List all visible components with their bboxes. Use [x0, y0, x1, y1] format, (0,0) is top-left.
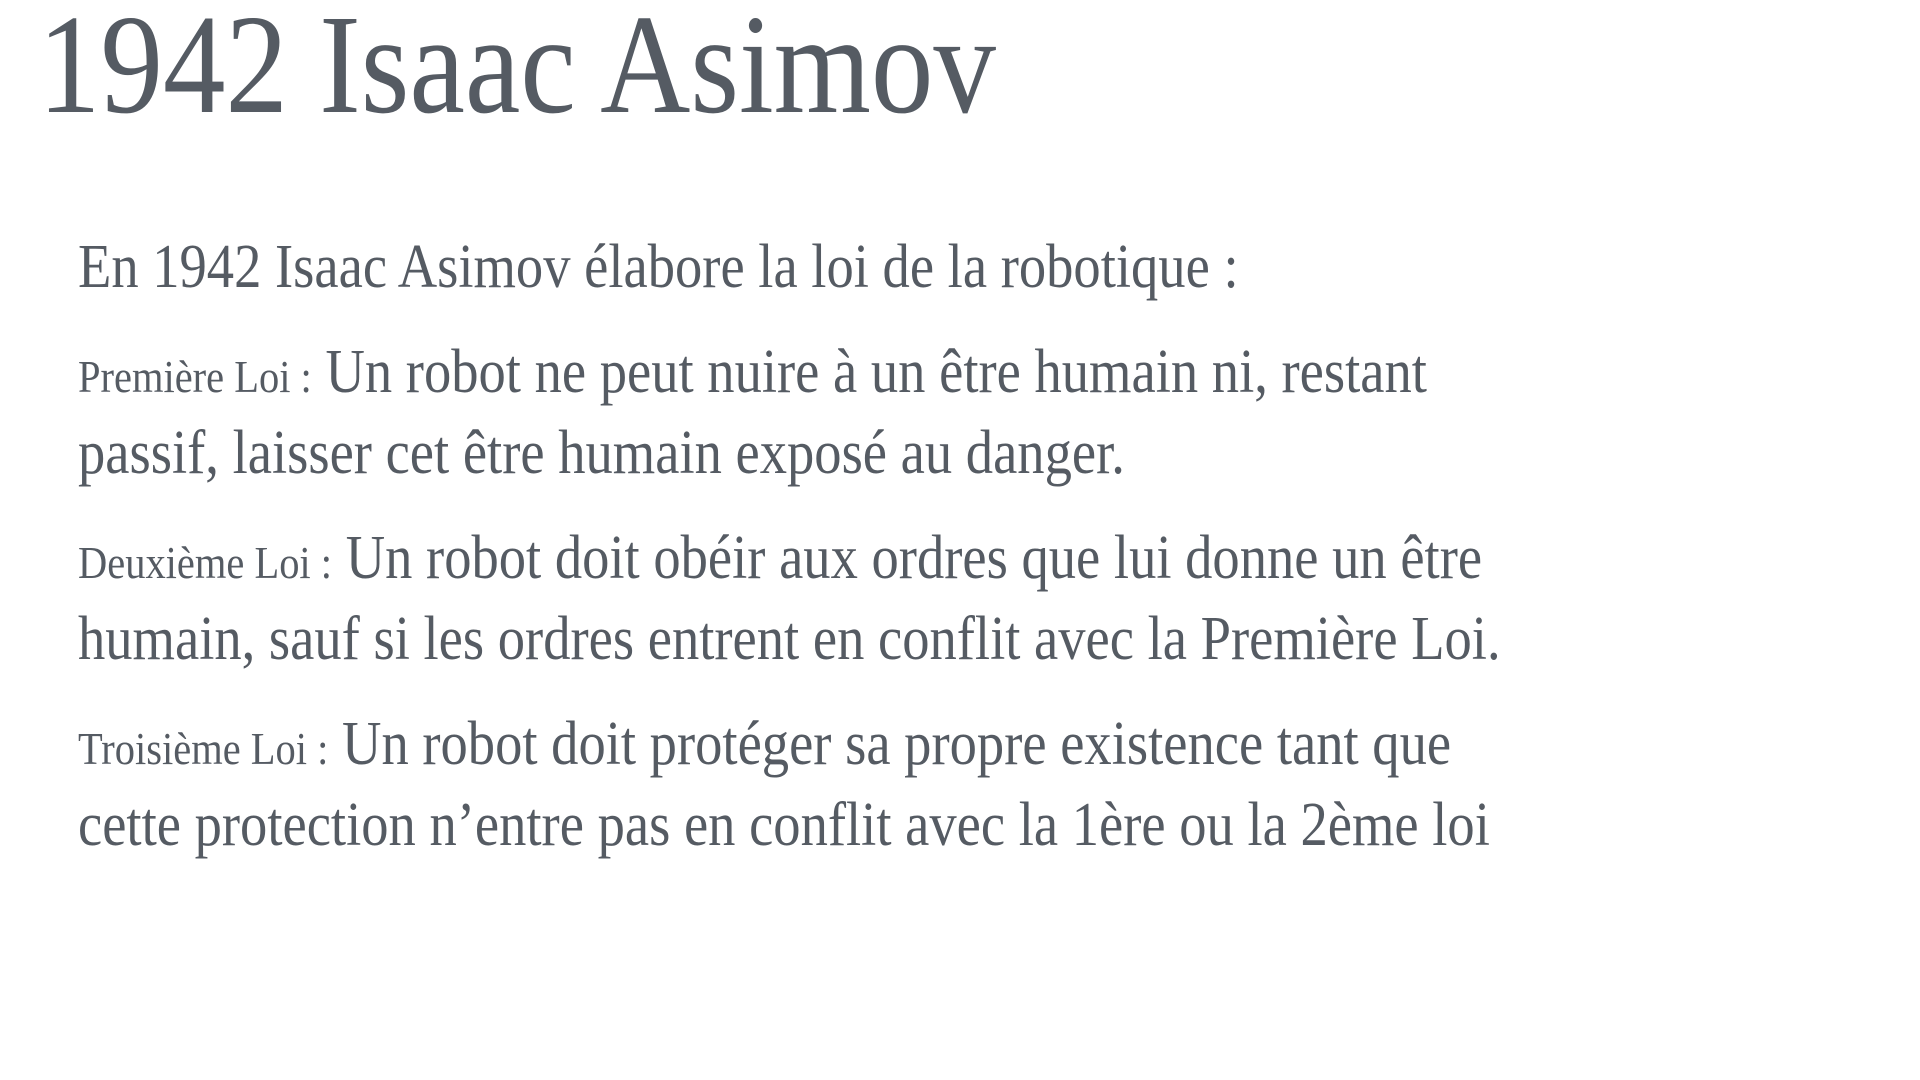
intro-line: En 1942 Isaac Asimov élabore la loi de la robotique :: [78, 233, 1239, 301]
law-first-text: Un robot ne peut nuire à un être humain ni, restant passif, laisser cet être humain exposé au danger.: [78, 338, 1427, 487]
law-third-label: Troisième Loi :: [78, 723, 329, 774]
law-second-label: Deuxième Loi :: [78, 537, 333, 588]
slide-body: [78, 229, 1530, 892]
slide-title: 1942 Isaac Asimov: [38, 0, 996, 143]
law-first: [78, 334, 1530, 492]
law-second: [78, 520, 1530, 678]
law-first-label: Première Loi :: [78, 351, 312, 402]
law-third: [78, 706, 1530, 864]
law-third-text: Un robot doit protéger sa propre existence tant que cette protection n’entre pas en conflit avec la 1ère ou la 2ème loi: [78, 710, 1490, 859]
law-second-text: Un robot doit obéir aux ordres que lui donne un être humain, sauf si les ordres entrent en conflit avec la Première Loi.: [78, 524, 1501, 673]
